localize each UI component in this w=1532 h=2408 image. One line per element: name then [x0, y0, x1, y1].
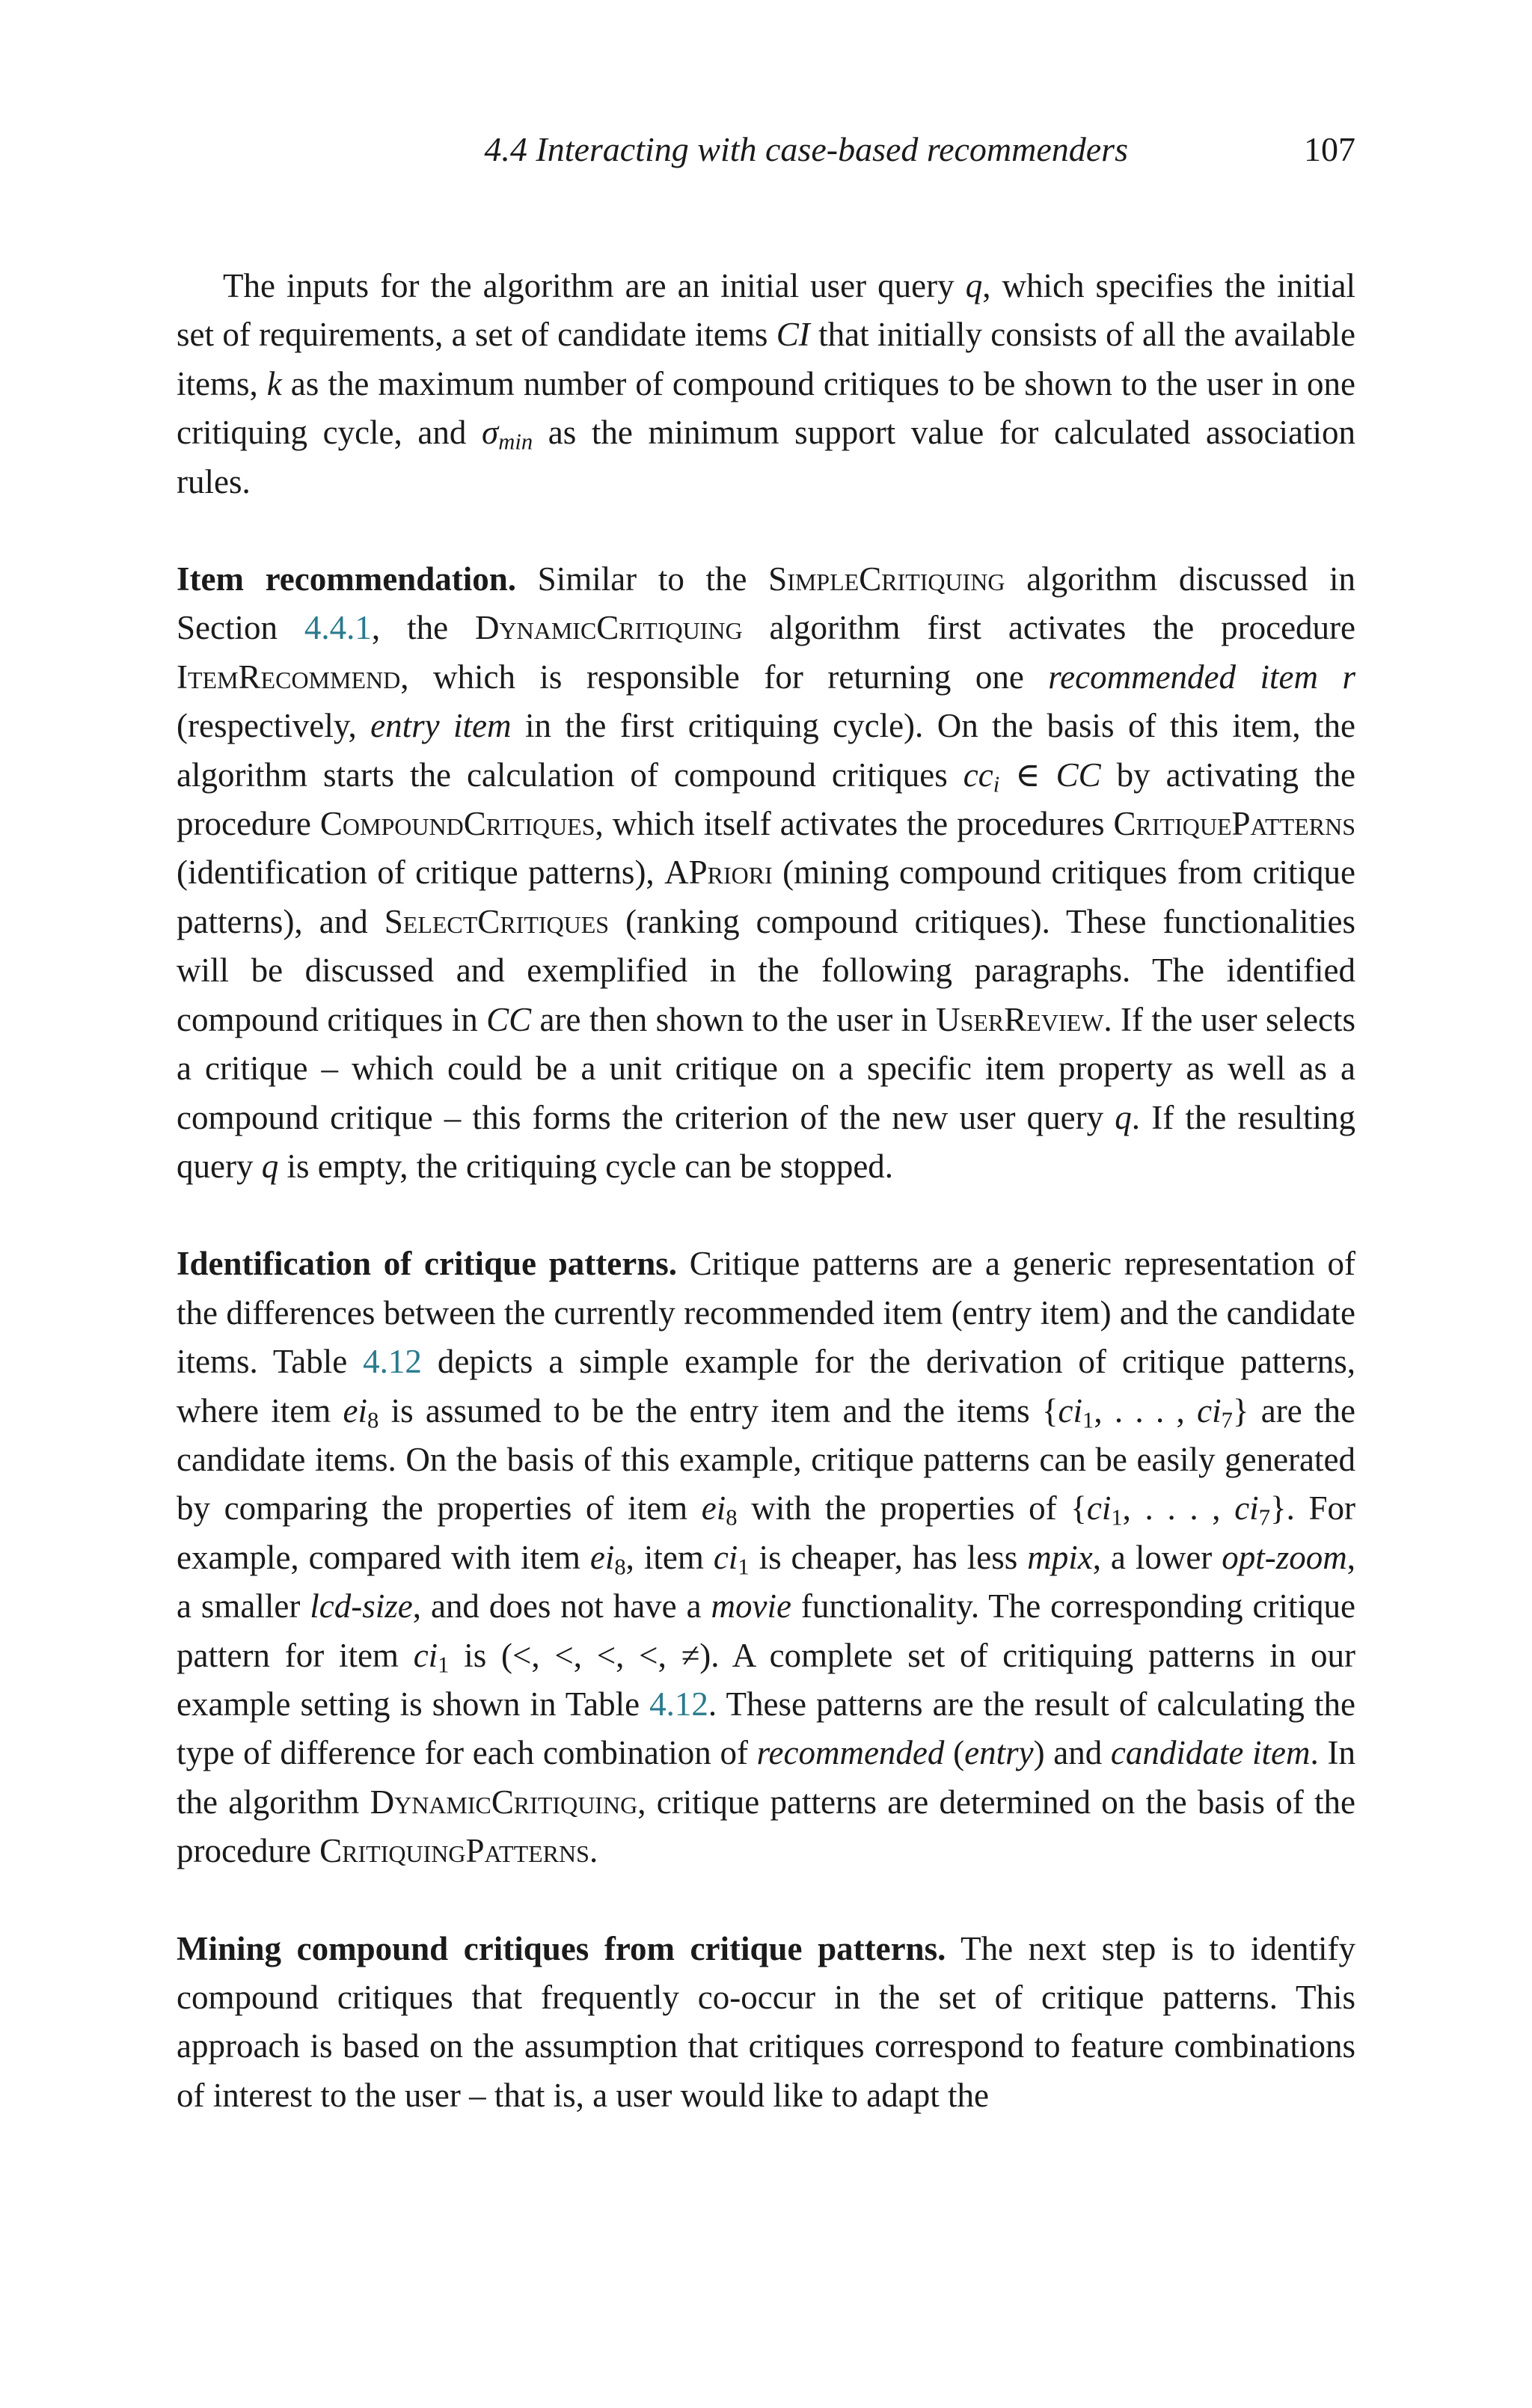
text-run: , . . . , [1094, 1391, 1198, 1430]
text-run: Critique patterns are a generic representation of the differences between the currently recommended item (entry item) and the candidate items. Table [177, 1245, 1356, 1381]
text-run: as the minimum support value for calculated association rules. [177, 414, 1355, 500]
math-symbol: CC [486, 1000, 532, 1038]
text-run: is assumed to be the entry item and the items { [379, 1391, 1058, 1430]
text-run: The next step is to identify compound critiques that frequently co-occur in the set of critique patterns. This approach is based on the assumption that critiques correspond to feature combinations of interest to the user – that is, a user would like to adapt the [177, 1929, 1355, 2114]
italic-text: entry item [370, 707, 512, 745]
text-run: Similar to the [516, 560, 769, 598]
paragraph-identification-of-critique-patterns [177, 1240, 1355, 1875]
run-in-heading: Item recommendation. [177, 560, 516, 598]
subscript: 1 [438, 1652, 450, 1678]
text-run: } are the candidate items. On the basis of this example, critique patterns can be easily generated by comparing the properties of item [177, 1391, 1355, 1528]
italic-text: candidate item [1110, 1734, 1311, 1772]
procedure-name: CompoundCritiques [319, 805, 595, 843]
subscript: 8 [726, 1504, 738, 1531]
italic-text: ei [589, 1538, 615, 1576]
math-symbol: q [261, 1147, 279, 1185]
text-run: ( [944, 1734, 965, 1772]
running-header [177, 126, 1355, 174]
text-run: (identification of critique patterns), [177, 854, 665, 892]
math-subscript: i [993, 771, 1000, 797]
italic-text: ci [713, 1538, 738, 1576]
text-run: functionality. The corresponding critique pattern for item [177, 1587, 1355, 1674]
subscript: 7 [1258, 1504, 1270, 1531]
text-run: , . . . , [1122, 1489, 1235, 1528]
run-in-heading: Mining compound critiques from critique patterns. [177, 1929, 946, 1967]
text-run: , critique patterns are determined on the basis of the procedure [177, 1783, 1355, 1870]
italic-text: entry [964, 1734, 1034, 1772]
text-run: ∈ [999, 756, 1056, 794]
procedure-name: APriori [664, 854, 773, 892]
text-run: is empty, the critiquing cycle can be stopped. [278, 1147, 894, 1185]
text-run: ) and [1033, 1734, 1111, 1772]
paragraph-intro [177, 262, 1355, 506]
text-run: , which is responsible for returning one [400, 658, 1049, 696]
procedure-name: SimpleCritiquing [768, 560, 1005, 598]
body-text [177, 262, 1355, 2120]
cross-reference-link[interactable]: 4.4.1 [304, 609, 372, 647]
subscript: 1 [1111, 1504, 1123, 1531]
subscript: 1 [1082, 1407, 1094, 1433]
text-run: , and does not have a [412, 1587, 711, 1626]
text-run: The inputs for the algorithm are an initial user query [223, 267, 966, 304]
text-run: depicts a simple example for the derivation of critique patterns, where item [177, 1343, 1355, 1430]
text-run: . If the resulting query [177, 1098, 1355, 1185]
text-run: are then shown to the user in [531, 1000, 937, 1038]
cross-reference-link[interactable]: 4.12 [649, 1685, 708, 1723]
subscript: 1 [738, 1554, 750, 1580]
text-run: as the maximum number of compound critiques to be shown to the user in one critiquing cycle, and [177, 364, 1355, 452]
text-run: . In the algorithm [177, 1734, 1355, 1821]
math-symbol: σ [482, 414, 499, 452]
text-run: . If the user selects a critique – which could be a unit critique on a specific item property as well as a compound critique – this forms the criterion of the new user query [177, 1000, 1355, 1136]
procedure-name: UserReview [936, 1000, 1104, 1038]
math-symbol: k [266, 364, 282, 402]
italic-text: ei [701, 1489, 726, 1528]
running-title: 4.4 Interacting with case-based recommenders [484, 130, 1128, 168]
procedure-name: DynamicCritiquing [370, 1783, 638, 1821]
text-run: , which itself activates the procedures [595, 805, 1114, 843]
italic-text: ci [1234, 1489, 1259, 1528]
text-run: , which specifies the initial set of requirements, a set of candidate items [177, 267, 1355, 354]
subscript: 8 [367, 1407, 379, 1433]
text-run: (ranking compound critiques). These functionalities will be discussed and exemplified in the following paragraphs. The identified compound critiques in [177, 902, 1355, 1038]
procedure-name: ItemRecommend [177, 658, 401, 696]
text-run: , a smaller [177, 1538, 1356, 1626]
italic-text: ci [1197, 1391, 1222, 1430]
math-symbol: cc [963, 756, 993, 794]
text-run: with the properties of { [737, 1489, 1087, 1528]
italic-text: movie [711, 1587, 791, 1626]
page-number: 107 [1304, 130, 1355, 168]
italic-text: lcd-size [310, 1587, 413, 1626]
math-symbol: CI [776, 316, 810, 354]
text-run: , a lower [1092, 1538, 1222, 1576]
text-run: , the [371, 609, 476, 647]
text-run: algorithm discussed in Section [177, 560, 1355, 647]
text-run: . [589, 1832, 598, 1870]
text-run: is (<, <, <, <, ≠). A complete set of critiquing patterns in our example setting is shown in Table [177, 1636, 1355, 1723]
text-run: . These patterns are the result of calculating the type of difference for each combination of [177, 1685, 1355, 1772]
text-run: , item [625, 1538, 714, 1576]
italic-text: ei [343, 1391, 367, 1430]
italic-text: mpix [1027, 1538, 1093, 1576]
procedure-name: SelectCritiques [384, 902, 610, 940]
text-run: algorithm first activates the procedure [742, 609, 1356, 647]
procedure-name: CritiquePatterns [1113, 805, 1356, 843]
text-run: (mining compound critiques from critique patterns), and [177, 854, 1355, 940]
math-symbol: CC [1055, 756, 1101, 794]
italic-text: opt-zoom [1222, 1538, 1347, 1576]
italic-text: recommended item r [1048, 658, 1356, 696]
subscript: 7 [1221, 1407, 1233, 1433]
italic-text: ci [1058, 1391, 1083, 1430]
text-run: that initially consists of all the available items, [177, 316, 1355, 402]
math-subscript: min [498, 429, 533, 455]
paragraph-item-recommendation [177, 555, 1355, 1191]
text-run: (respectively, [177, 707, 371, 745]
math-symbol: q [965, 267, 983, 304]
text-run: by activating the procedure [177, 756, 1356, 843]
cross-reference-link[interactable]: 4.12 [363, 1343, 422, 1381]
subscript: 8 [614, 1554, 626, 1580]
text-run: is cheaper, has less [749, 1538, 1028, 1576]
run-in-heading: Identification of critique patterns. [177, 1245, 677, 1283]
italic-text: recommended [756, 1734, 945, 1772]
paragraph-mining-compound-critiques [177, 1925, 1355, 2121]
procedure-name: CritiquingPatterns [319, 1832, 589, 1870]
math-symbol: q [1115, 1098, 1132, 1136]
text-run: }. For example, compared with item [177, 1489, 1356, 1576]
italic-text: ci [413, 1636, 438, 1674]
italic-text: ci [1086, 1489, 1112, 1528]
procedure-name: DynamicCritiquing [475, 609, 743, 647]
text-run: in the first critiquing cycle). On the basis of this item, the algorithm starts the calculation of compound critiques [177, 707, 1356, 794]
